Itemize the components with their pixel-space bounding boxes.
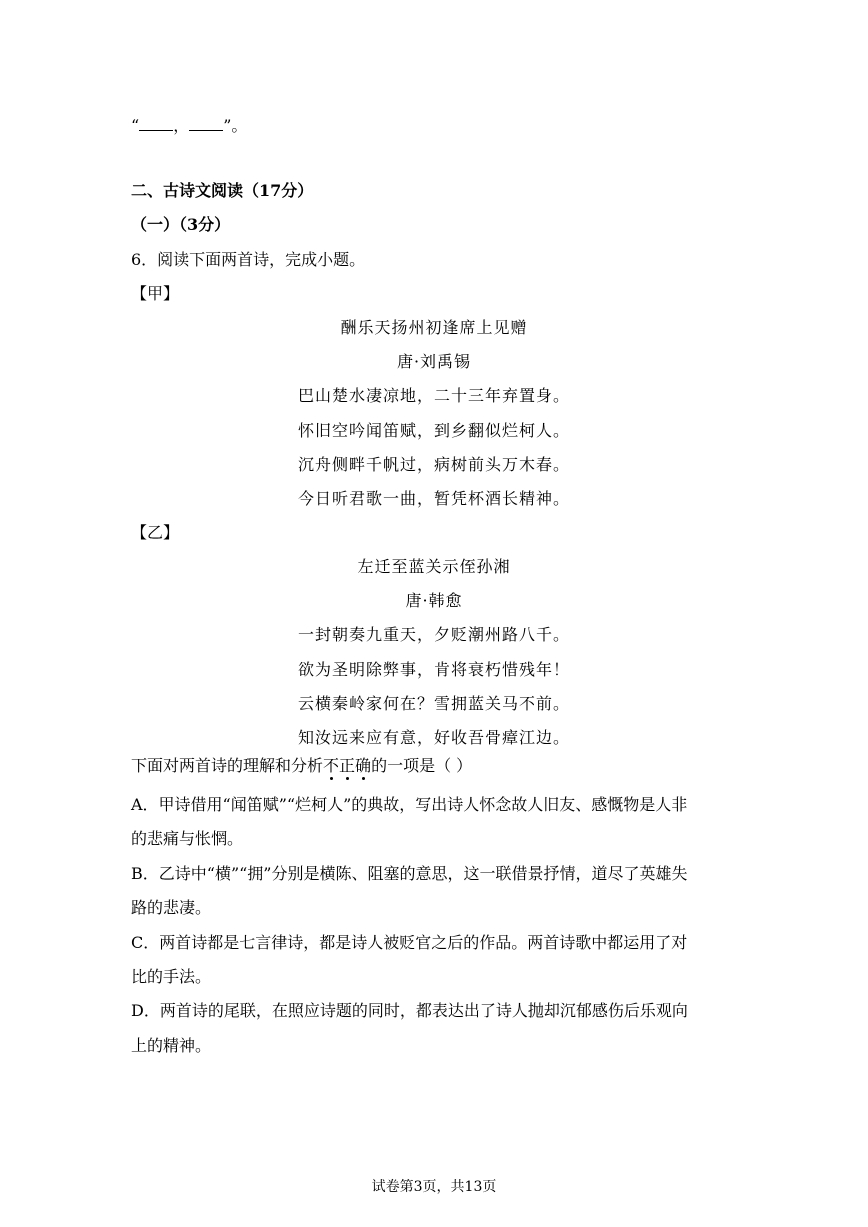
poem-jia-line: 沉舟侧畔千帆过，病树前头万木春。: [297, 455, 570, 474]
page-footer: 试卷第3页，共13页: [371, 1179, 497, 1195]
question-prompt: [131, 756, 472, 776]
option-c-line2[interactable]: 比的手法。: [131, 967, 212, 986]
poem-yi-line: 一封朝奏九重天，夕贬潮州路八千。: [297, 625, 570, 644]
emphasis-char: 不: [323, 756, 340, 775]
option-a-line2[interactable]: 的悲痛与怅惘。: [131, 829, 244, 848]
emphasis-char: 正: [339, 756, 356, 775]
poem-jia-author: 唐·刘禹锡: [396, 352, 472, 371]
prompt-text: 下面对两首诗的理解和分析: [131, 756, 324, 775]
option-c-line1[interactable]: C．两首诗都是七言律诗，都是诗人被贬官之后的作品。两首诗歌中都运用了对: [131, 933, 688, 952]
poem-yi-line: 知汝远来应有意，好收吾骨瘴江边。: [297, 728, 570, 747]
poem-yi-label: 【乙】: [131, 523, 180, 542]
prompt-text-end: 的一项是（ ）: [371, 756, 473, 775]
subsection-heading: （一）（3分）: [131, 215, 231, 234]
open-quote: “: [131, 116, 140, 135]
fill-blank-line: [131, 116, 247, 136]
comma: ，: [173, 116, 190, 135]
option-b-line1[interactable]: B．乙诗中“横”“拥”分别是横陈、阻塞的意思，这一联借景抒情，道尽了英雄失: [131, 864, 688, 883]
poem-yi-author: 唐·韩愈: [405, 591, 463, 610]
question-stem: 6．阅读下面两首诗，完成小题。: [131, 250, 366, 269]
option-b-line2[interactable]: 路的悲凄。: [131, 898, 212, 917]
answer-blank-1[interactable]: [139, 116, 173, 131]
poem-yi-line: 欲为圣明除弊事，肯将衰朽惜残年！: [297, 660, 570, 679]
option-a-line1[interactable]: A．甲诗借用“闻笛赋”“烂柯人”的典故，写出诗人怀念故人旧友、感慨物是人非: [131, 795, 688, 814]
poem-jia-label: 【甲】: [131, 284, 180, 303]
section-heading: 二、古诗文阅读（17分）: [131, 181, 314, 200]
close-quote: ”。: [223, 116, 248, 135]
poem-yi-line: 云横秦岭家何在？雪拥蓝关马不前。: [297, 694, 570, 713]
answer-blank-2[interactable]: [189, 116, 223, 131]
poem-jia-line: 今日听君歌一曲，暂凭杯酒长精神。: [297, 489, 570, 508]
option-d-line2[interactable]: 上的精神。: [131, 1036, 212, 1055]
poem-jia-line: 巴山楚水凄凉地，二十三年弃置身。: [297, 386, 570, 405]
poem-jia-line: 怀旧空吟闻笛赋，到乡翻似烂柯人。: [297, 421, 570, 440]
emphasis-char: 确: [355, 756, 372, 775]
poem-jia-title: 酬乐天扬州初逢席上见赠: [340, 318, 528, 337]
option-d-line1[interactable]: D．两首诗的尾联，在照应诗题的同时，都表达出了诗人抛却沉郁感伤后乐观向: [131, 1001, 688, 1020]
poem-yi-title: 左迁至蓝关示侄孙湘: [357, 557, 511, 576]
